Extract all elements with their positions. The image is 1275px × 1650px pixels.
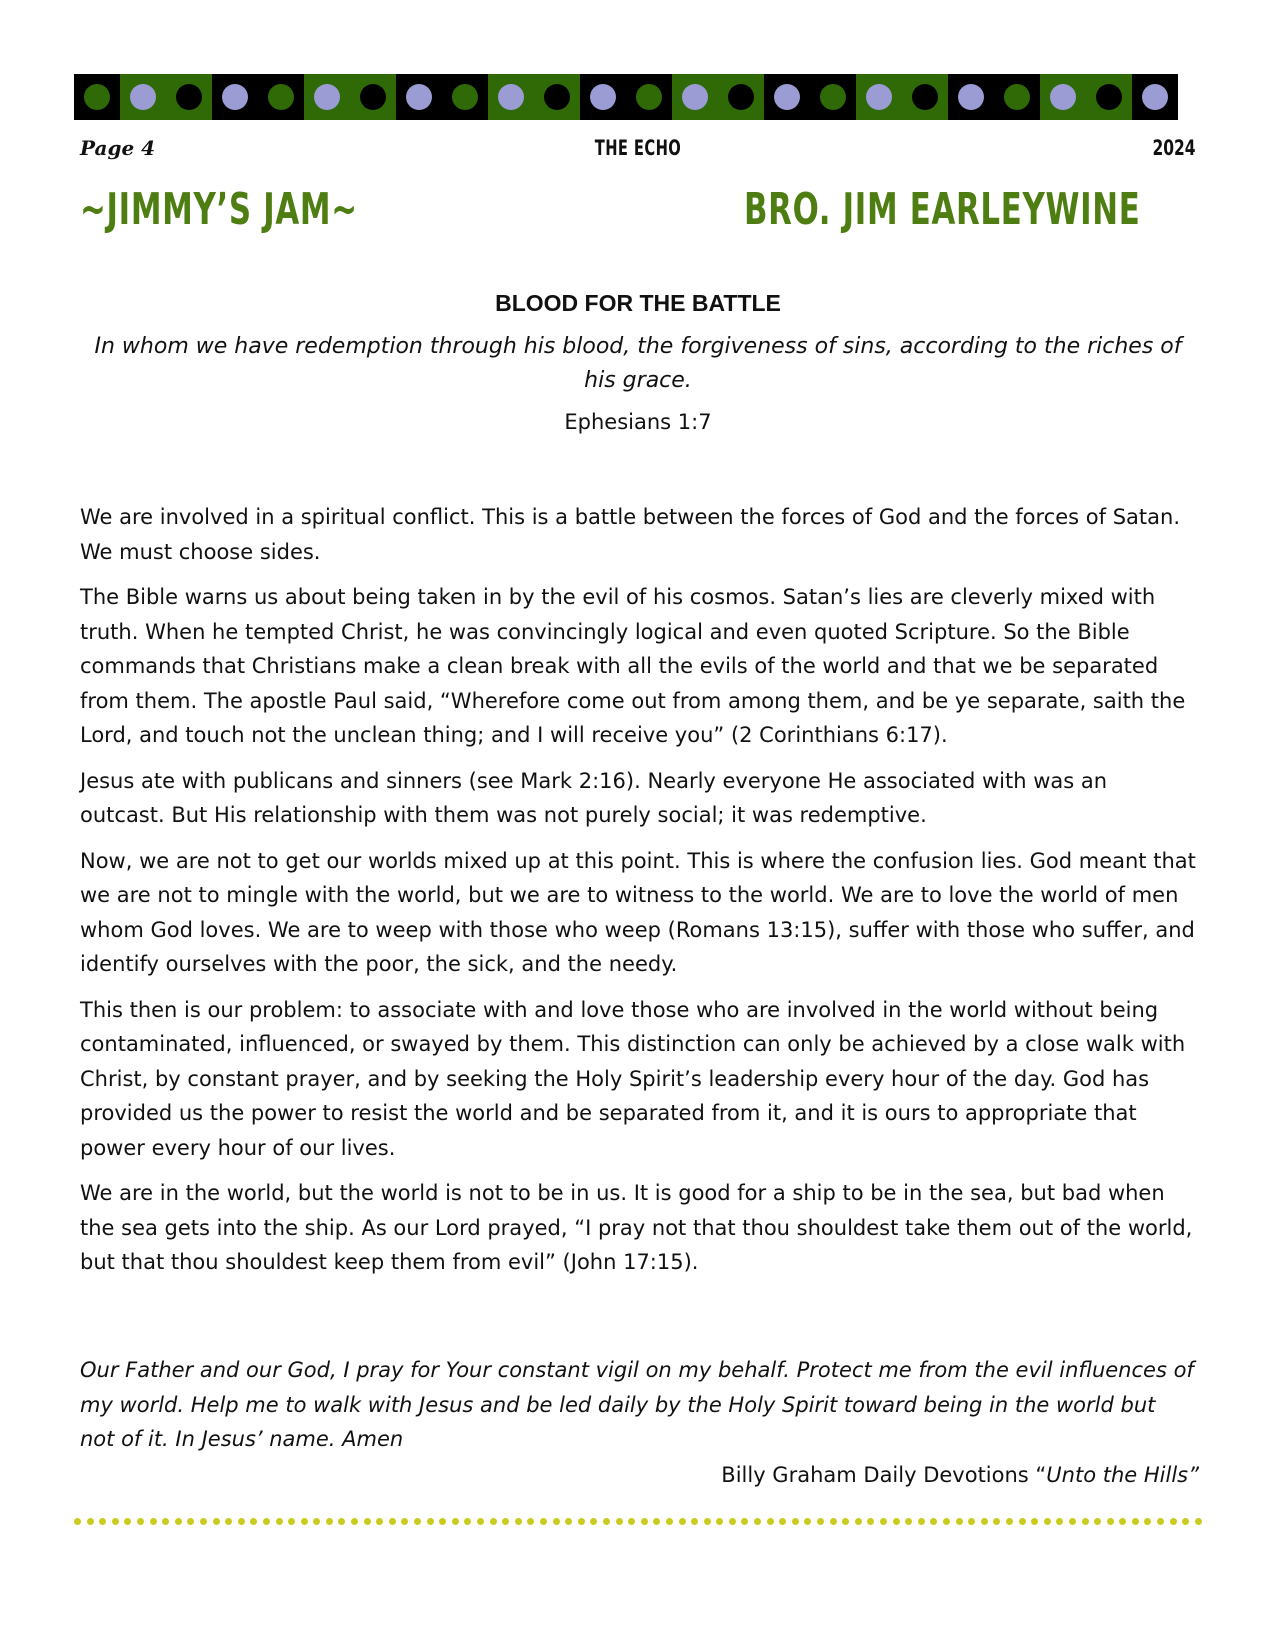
- dot-icon: [1157, 1518, 1164, 1525]
- circle-icon: [84, 84, 110, 110]
- dot-icon: [477, 1518, 484, 1525]
- band-cell: [948, 74, 994, 120]
- band-cell: [856, 74, 902, 120]
- page-header: [80, 132, 1196, 164]
- circle-icon: [360, 84, 386, 110]
- dot-icon: [175, 1518, 182, 1525]
- dot-icon: [213, 1518, 220, 1525]
- dot-icon: [1094, 1518, 1101, 1525]
- dot-icon: [918, 1518, 925, 1525]
- dot-icon: [452, 1518, 459, 1525]
- dot-icon: [968, 1518, 975, 1525]
- band-cell: [74, 74, 120, 120]
- dot-icon: [1082, 1518, 1089, 1525]
- paragraph: Now, we are not to get our worlds mixed up at this point. This is where the confusion lies. God meant that we are not to mingle with the world, but we are to witness to the world. We are to love the world of men whom God loves. We are to weep with those who weep (Romans 13:15), suffer with those who suffer, and identify ourselves with the poor, the sick, and the needy.: [80, 848, 1196, 976]
- dot-icon: [150, 1518, 157, 1525]
- band-cell: [350, 74, 396, 120]
- dot-icon: [338, 1518, 345, 1525]
- band-cell: [442, 74, 488, 120]
- decorative-dot-band: [74, 74, 1202, 120]
- dot-icon: [515, 1518, 522, 1525]
- dot-icon: [250, 1518, 257, 1525]
- paragraph: Jesus ate with publicans and sinners (see Mark 2:16). Nearly everyone He associated with was an outcast. But His relationship with them was not purely social; it was redemptive.: [80, 768, 1108, 827]
- dot-icon: [124, 1518, 131, 1525]
- dot-icon: [238, 1518, 245, 1525]
- circle-icon: [636, 84, 662, 110]
- dot-icon: [716, 1518, 723, 1525]
- band-cell: [580, 74, 626, 120]
- credit-title: Unto the Hills”: [1046, 1463, 1199, 1487]
- dot-icon: [187, 1518, 194, 1525]
- band-cell: [626, 74, 672, 120]
- dot-icon: [704, 1518, 711, 1525]
- circle-icon: [498, 84, 524, 110]
- dot-icon: [427, 1518, 434, 1525]
- band-cell: [1086, 74, 1132, 120]
- author-name: BRO. JIM EARLEYWINE: [744, 184, 1141, 235]
- dot-icon: [527, 1518, 534, 1525]
- publication-year: 2024: [1152, 136, 1196, 160]
- dot-icon: [691, 1518, 698, 1525]
- dot-icon: [162, 1518, 169, 1525]
- paragraph: The Bible warns us about being taken in by the evil of his cosmos. Satan’s lies are cleverly mixed with truth. When he tempted Christ, he was convincingly logical and even quoted Scripture. So the Bible commands that Christians make a clean break with all the evils of the world and that we be separated from them. The apostle Paul said, “Wherefore come out from among them, and be ye separate, saith the Lord, and touch not the unclean thing; and I will receive you” (2 Corinthians 6:17).: [80, 585, 1186, 747]
- circle-icon: [1050, 84, 1076, 110]
- circle-icon: [544, 84, 570, 110]
- dot-icon: [993, 1518, 1000, 1525]
- circle-icon: [452, 84, 478, 110]
- circle-icon: [912, 84, 938, 110]
- band-cell: [672, 74, 718, 120]
- band-cell: [902, 74, 948, 120]
- band-cell: [534, 74, 580, 120]
- dot-icon: [439, 1518, 446, 1525]
- dot-icon: [792, 1518, 799, 1525]
- dot-icon: [1056, 1518, 1063, 1525]
- circle-icon: [1096, 84, 1122, 110]
- dot-icon: [679, 1518, 686, 1525]
- publication-name: THE ECHO: [594, 136, 682, 160]
- dot-icon: [364, 1518, 371, 1525]
- scripture-reference: Ephesians 1:7: [564, 410, 712, 434]
- dot-icon: [565, 1518, 572, 1525]
- dot-icon: [867, 1518, 874, 1525]
- band-cell: [120, 74, 166, 120]
- band-cell: [488, 74, 534, 120]
- credit-author: Billy Graham Daily Devotions “: [721, 1463, 1047, 1487]
- dot-icon: [741, 1518, 748, 1525]
- dot-icon: [301, 1518, 308, 1525]
- dot-icon: [540, 1518, 547, 1525]
- dot-icon: [842, 1518, 849, 1525]
- dot-icon: [1170, 1518, 1177, 1525]
- article-title: BLOOD FOR THE BATTLE: [495, 290, 781, 316]
- circle-icon: [176, 84, 202, 110]
- band-cell: [718, 74, 764, 120]
- circle-icon: [268, 84, 294, 110]
- dot-icon: [74, 1518, 81, 1525]
- article-body: [80, 500, 1196, 1291]
- circle-icon: [590, 84, 616, 110]
- dot-icon: [804, 1518, 811, 1525]
- dot-icon: [628, 1518, 635, 1525]
- dot-icon: [490, 1518, 497, 1525]
- dot-icon: [112, 1518, 119, 1525]
- circle-icon: [130, 84, 156, 110]
- dot-icon: [502, 1518, 509, 1525]
- circle-icon: [222, 84, 248, 110]
- band-cell: [258, 74, 304, 120]
- decorative-dotted-rule: [74, 1518, 1202, 1528]
- dot-icon: [99, 1518, 106, 1525]
- dot-icon: [1107, 1518, 1114, 1525]
- band-cell: [304, 74, 350, 120]
- dot-icon: [326, 1518, 333, 1525]
- dot-icon: [1006, 1518, 1013, 1525]
- paragraph: We are involved in a spiritual conflict. This is a battle between the forces of God and the forces of Satan. We must choose sides.: [80, 505, 1180, 564]
- circle-icon: [682, 84, 708, 110]
- circle-icon: [1142, 84, 1168, 110]
- dot-icon: [414, 1518, 421, 1525]
- scripture-verse: In whom we have redemption through his blood, the forgiveness of sins, according to the riches of his grace.: [94, 334, 1182, 393]
- dot-icon: [137, 1518, 144, 1525]
- band-cell: [994, 74, 1040, 120]
- paragraph: We are in the world, but the world is not to be in us. It is good for a ship to be in the sea, but bad when the sea gets into the ship. As our Lord prayed, “I pray not that thou shouldest take them out of the world, but that thou shouldest keep them from evil” (John 17:15).: [80, 1181, 1193, 1274]
- band-cell: [212, 74, 258, 120]
- dot-icon: [1182, 1518, 1189, 1525]
- circle-icon: [774, 84, 800, 110]
- band-cell: [166, 74, 212, 120]
- dot-icon: [288, 1518, 295, 1525]
- circle-icon: [958, 84, 984, 110]
- dot-icon: [590, 1518, 597, 1525]
- dot-icon: [905, 1518, 912, 1525]
- dot-icon: [313, 1518, 320, 1525]
- dot-icon: [389, 1518, 396, 1525]
- dot-icon: [603, 1518, 610, 1525]
- dot-icon: [263, 1518, 270, 1525]
- dot-icon: [943, 1518, 950, 1525]
- dot-icon: [880, 1518, 887, 1525]
- dot-icon: [641, 1518, 648, 1525]
- dot-icon: [817, 1518, 824, 1525]
- dot-icon: [754, 1518, 761, 1525]
- column-title: ~JIMMY’S JAM~: [80, 184, 358, 235]
- circle-icon: [728, 84, 754, 110]
- column-titles: [80, 184, 1196, 244]
- dot-icon: [1044, 1518, 1051, 1525]
- circle-icon: [1004, 84, 1030, 110]
- dot-icon: [666, 1518, 673, 1525]
- dot-icon: [893, 1518, 900, 1525]
- source-credit: [721, 1463, 1199, 1487]
- band-cell: [764, 74, 810, 120]
- dot-icon: [1069, 1518, 1076, 1525]
- band-cell: [810, 74, 856, 120]
- dot-icon: [616, 1518, 623, 1525]
- band-cell: [1040, 74, 1086, 120]
- dot-icon: [553, 1518, 560, 1525]
- prayer: Our Father and our God, I pray for Your constant vigil on my behalf. Protect me from the evil influences of my world. Help me to walk with Jesus and be led daily by the Holy Spirit toward being in the world but not of it. In Jesus’ name. Amen: [80, 1358, 1194, 1451]
- dot-icon: [1195, 1518, 1202, 1525]
- band-cell: [1132, 74, 1178, 120]
- dot-icon: [855, 1518, 862, 1525]
- dot-icon: [401, 1518, 408, 1525]
- dot-icon: [87, 1518, 94, 1525]
- dot-icon: [930, 1518, 937, 1525]
- page-number: Page 4: [80, 136, 156, 160]
- dot-icon: [225, 1518, 232, 1525]
- dot-icon: [830, 1518, 837, 1525]
- circle-icon: [866, 84, 892, 110]
- dot-icon: [276, 1518, 283, 1525]
- dot-icon: [779, 1518, 786, 1525]
- circle-icon: [820, 84, 846, 110]
- dot-icon: [981, 1518, 988, 1525]
- dot-icon: [578, 1518, 585, 1525]
- dot-icon: [1132, 1518, 1139, 1525]
- dot-icon: [1019, 1518, 1026, 1525]
- paragraph: This then is our problem: to associate with and love those who are involved in the world without being contaminated, influenced, or swayed by them. This distinction can only be achieved by a close walk with Christ, by constant prayer, and by seeking the Holy Spirit’s leadership every hour of the day. God has provided us the power to resist the world and be separated from it, and it is ours to appropriate that power every hour of our lives.: [80, 997, 1186, 1160]
- dot-icon: [464, 1518, 471, 1525]
- circle-icon: [406, 84, 432, 110]
- dot-icon: [376, 1518, 383, 1525]
- band-cell: [396, 74, 442, 120]
- dot-icon: [351, 1518, 358, 1525]
- dot-icon: [200, 1518, 207, 1525]
- dot-icon: [767, 1518, 774, 1525]
- dot-icon: [729, 1518, 736, 1525]
- dot-icon: [1144, 1518, 1151, 1525]
- dot-icon: [653, 1518, 660, 1525]
- dot-icon: [1031, 1518, 1038, 1525]
- dot-icon: [1119, 1518, 1126, 1525]
- circle-icon: [314, 84, 340, 110]
- dot-icon: [956, 1518, 963, 1525]
